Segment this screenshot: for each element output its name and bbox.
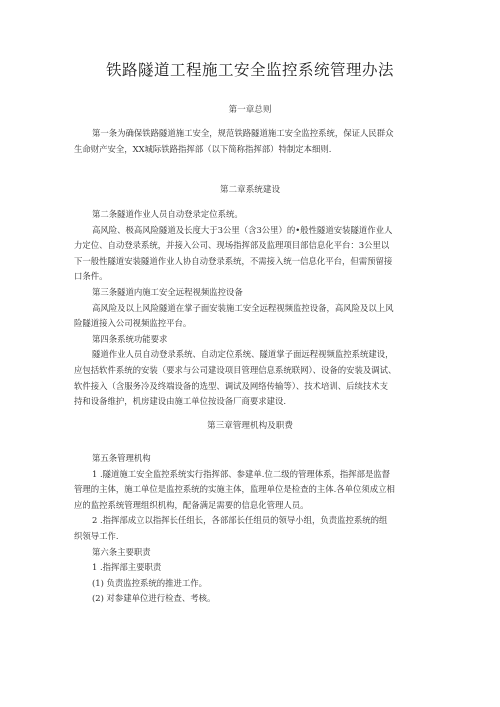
paragraph-line: 第五条管理机构 — [92, 453, 151, 463]
paragraph-line: 第四条系统功能要求 — [92, 333, 168, 344]
paragraph-line: 高风险、极高风险隧道及长度大于3公里（含3公里）的•般性隧道安装隧道作业人 — [92, 224, 393, 235]
chapter-3-body — [74, 451, 428, 607]
paragraph-line: 第一条为确保铁路隧道施工安全，规范铁路隧道施工安全监控系统，保证人民群众 — [92, 128, 394, 138]
paragraph-line: 应包括软件系统的安装（要求与公司建设项目管理信息系统联网）、设备的安装及调试、 — [74, 364, 397, 375]
paragraph-line: 1 .隧道施工安全监控系统实行指挥部、参建单.位二级的管理体系，指挥部是监督 — [92, 468, 391, 479]
paragraph-line: 第二条隧道作业人员自动登录定位系统。 — [92, 209, 243, 219]
chapter-1-heading: 第一章总则 — [228, 105, 272, 115]
paragraph-line: 持和设备维护，机房建设由施工单位按设备厂商要求建设. — [74, 396, 287, 407]
paragraph-line: 应的监控系统管理组织机构，配备满足需要的信息化管理人员。 — [74, 499, 309, 510]
paragraph-line: 下一般性隧道安装隧道作业人协自动登录系统，不需接入统一信息化平台，但需预留接 — [74, 255, 393, 266]
paragraph-line: 力定位、自动登录系统，并接入公司、现场指挥部及监理项目部信息化平台：3公里以 — [74, 240, 390, 251]
paragraph-line: 软件接入（含服务冷及终端设备的选型、调试及网络传输等）、技术培训、后续技术支 — [74, 380, 389, 391]
paragraph-line: 织领导工作. — [74, 530, 119, 541]
paragraph-line: 隧道作业人员自动登录系统、自动定位系统、隧道掌子面远程视频监控系统建设， — [92, 349, 394, 360]
paragraph-line: 高风险及以上风险隧道在掌子面安装施工安全远程视频监控设备，高风险及以上风 — [92, 302, 394, 313]
chapter-3-heading: 第三章管理机构及职费 — [207, 421, 293, 431]
paragraph-line: 险隧道接入公司视频监控平台。 — [74, 318, 192, 329]
paragraph-line: 生命财产安全，XX城际铁路指挥部（以下简称指挥部）特制定本细则. — [74, 143, 332, 154]
paragraph-line: 口条件。 — [74, 271, 108, 282]
paragraph-line: 管理的主体，施工单位是监控系统的实施主体，监理单位是检查的主体.各单位须成立相 — [74, 484, 395, 495]
paragraph-line: 2 .指挥部成立以指挥长任组长，各部部长任组员的领导小组，负责监控系统的组 — [92, 515, 388, 526]
paragraph-line: (1) 负责监控系统的推进工作。 — [92, 577, 208, 588]
chapter-2-heading: 第二章系统建设 — [219, 185, 281, 195]
paragraph-line: (2) 对参建单位进行检查、考核。 — [92, 593, 216, 604]
paragraph-line: 第三条隧道内施工安全远程视频监控设备 — [92, 286, 243, 297]
paragraph-line: 第六条主要职责 — [92, 546, 151, 557]
document-title: 铁路隧道工程施工安全监控系统管理办法 — [105, 61, 394, 79]
paragraph-line: 1 .指挥部主要职责 — [92, 562, 162, 573]
chapter-1-body — [74, 126, 428, 157]
chapter-2-body — [74, 207, 428, 410]
